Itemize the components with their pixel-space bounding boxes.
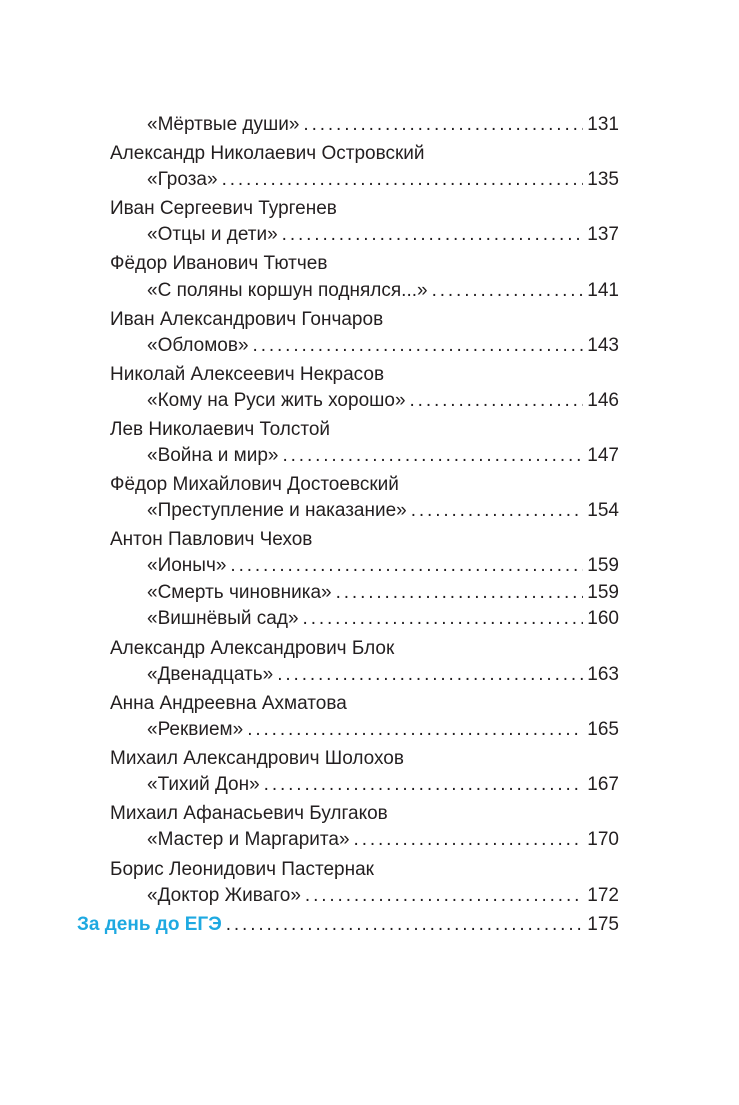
page-number: 175 (587, 914, 619, 935)
dot-leader (303, 113, 583, 137)
toc-author (110, 802, 530, 826)
dot-leader (247, 718, 583, 742)
toc-author (110, 197, 530, 221)
toc-author (110, 692, 530, 716)
author-name: Фёдор Михайлович Достоевский (110, 474, 399, 495)
author-name: Иван Александрович Гончаров (110, 309, 384, 330)
page-number: 159 (587, 555, 619, 576)
dot-leader (432, 279, 584, 303)
toc-author (110, 637, 530, 661)
dot-leader (410, 389, 584, 413)
entry-title: «Преступление и наказание» (147, 500, 407, 521)
page-number: 143 (587, 335, 619, 356)
page-number: 146 (587, 390, 619, 411)
page-number: 165 (587, 719, 619, 740)
page-number: 147 (587, 445, 619, 466)
toc-author (110, 142, 530, 166)
page-number: 141 (587, 280, 619, 301)
page-number: 160 (587, 608, 619, 629)
toc-author (110, 528, 530, 552)
dot-leader (222, 168, 584, 192)
dot-leader (282, 223, 584, 247)
entry-title: «Мёртвые души» (147, 114, 300, 135)
entry-title: «Обломов» (147, 335, 249, 356)
entry-title: «Доктор Живаго» (147, 885, 301, 906)
entry-title: «Тихий Дон» (147, 774, 260, 795)
author-name: Борис Леонидович Пастернак (110, 859, 374, 880)
dot-leader (277, 663, 583, 687)
entry-title: «Кому на Руси жить хорошо» (147, 390, 406, 411)
dot-leader (264, 773, 584, 797)
page-number: 172 (587, 885, 619, 906)
entry-title: «Гроза» (147, 169, 218, 190)
dot-leader (253, 334, 584, 358)
entry-title: «Отцы и дети» (147, 224, 278, 245)
toc-entry[interactable] (147, 773, 619, 797)
toc-author (110, 308, 530, 332)
dot-leader (282, 444, 583, 468)
author-name: Михаил Афанасьевич Булгаков (110, 803, 388, 824)
page-number: 163 (587, 664, 619, 685)
entry-title: «Вишнёвый сад» (147, 608, 299, 629)
entry-title: «Смерть чиновника» (147, 582, 332, 603)
page-number: 159 (587, 582, 619, 603)
dot-leader (226, 913, 584, 937)
entry-title: За день до ЕГЭ (77, 914, 222, 935)
author-name: Анна Андреевна Ахматова (110, 693, 347, 714)
toc-entry[interactable] (147, 718, 619, 742)
toc-author (110, 252, 530, 276)
page-number: 170 (587, 829, 619, 850)
entry-title: «Реквием» (147, 719, 244, 740)
author-name: Лев Николаевич Толстой (110, 419, 331, 440)
toc-author (110, 418, 530, 442)
page-number: 131 (587, 114, 619, 135)
dot-leader (336, 581, 584, 605)
toc-author (110, 858, 530, 882)
dot-leader (411, 499, 584, 523)
entry-title: «Мастер и Маргарита» (147, 829, 350, 850)
toc-author (110, 473, 530, 497)
entry-title: «С поляны коршун поднялся...» (147, 280, 428, 301)
toc-author (110, 363, 530, 387)
dot-leader (354, 828, 584, 852)
entry-title: «Двенадцать» (147, 664, 274, 685)
toc-author (110, 747, 530, 771)
toc-entry[interactable] (147, 113, 619, 137)
dot-leader (303, 607, 584, 631)
author-name: Александр Александрович Блок (110, 638, 395, 659)
entry-title: «Война и мир» (147, 445, 279, 466)
toc-entry[interactable] (147, 168, 619, 192)
page-number: 137 (587, 224, 619, 245)
dot-leader (305, 884, 583, 908)
toc-section[interactable] (77, 913, 619, 937)
toc-entry[interactable] (147, 223, 619, 247)
author-name: Николай Алексеевич Некрасов (110, 364, 385, 385)
toc-entry[interactable] (147, 279, 619, 303)
author-name: Иван Сергеевич Тургенев (110, 198, 337, 219)
toc-entry[interactable] (147, 389, 619, 413)
author-name: Антон Павлович Чехов (110, 529, 313, 550)
author-name: Фёдор Иванович Тютчев (110, 253, 328, 274)
toc-entry[interactable] (147, 334, 619, 358)
author-name: Михаил Александрович Шолохов (110, 748, 404, 769)
entry-title: «Ионыч» (147, 555, 227, 576)
toc-entry[interactable] (147, 554, 619, 578)
toc-entry[interactable] (147, 444, 619, 468)
toc-entry[interactable] (147, 607, 619, 631)
page-number: 135 (587, 169, 619, 190)
toc-entry[interactable] (147, 828, 619, 852)
page-number: 154 (587, 500, 619, 521)
toc-entry[interactable] (147, 663, 619, 687)
author-name: Александр Николаевич Островский (110, 143, 425, 164)
page-number: 167 (587, 774, 619, 795)
toc-entry[interactable] (147, 499, 619, 523)
toc-entry[interactable] (147, 581, 619, 605)
toc-entry[interactable] (147, 884, 619, 908)
dot-leader (230, 554, 583, 578)
